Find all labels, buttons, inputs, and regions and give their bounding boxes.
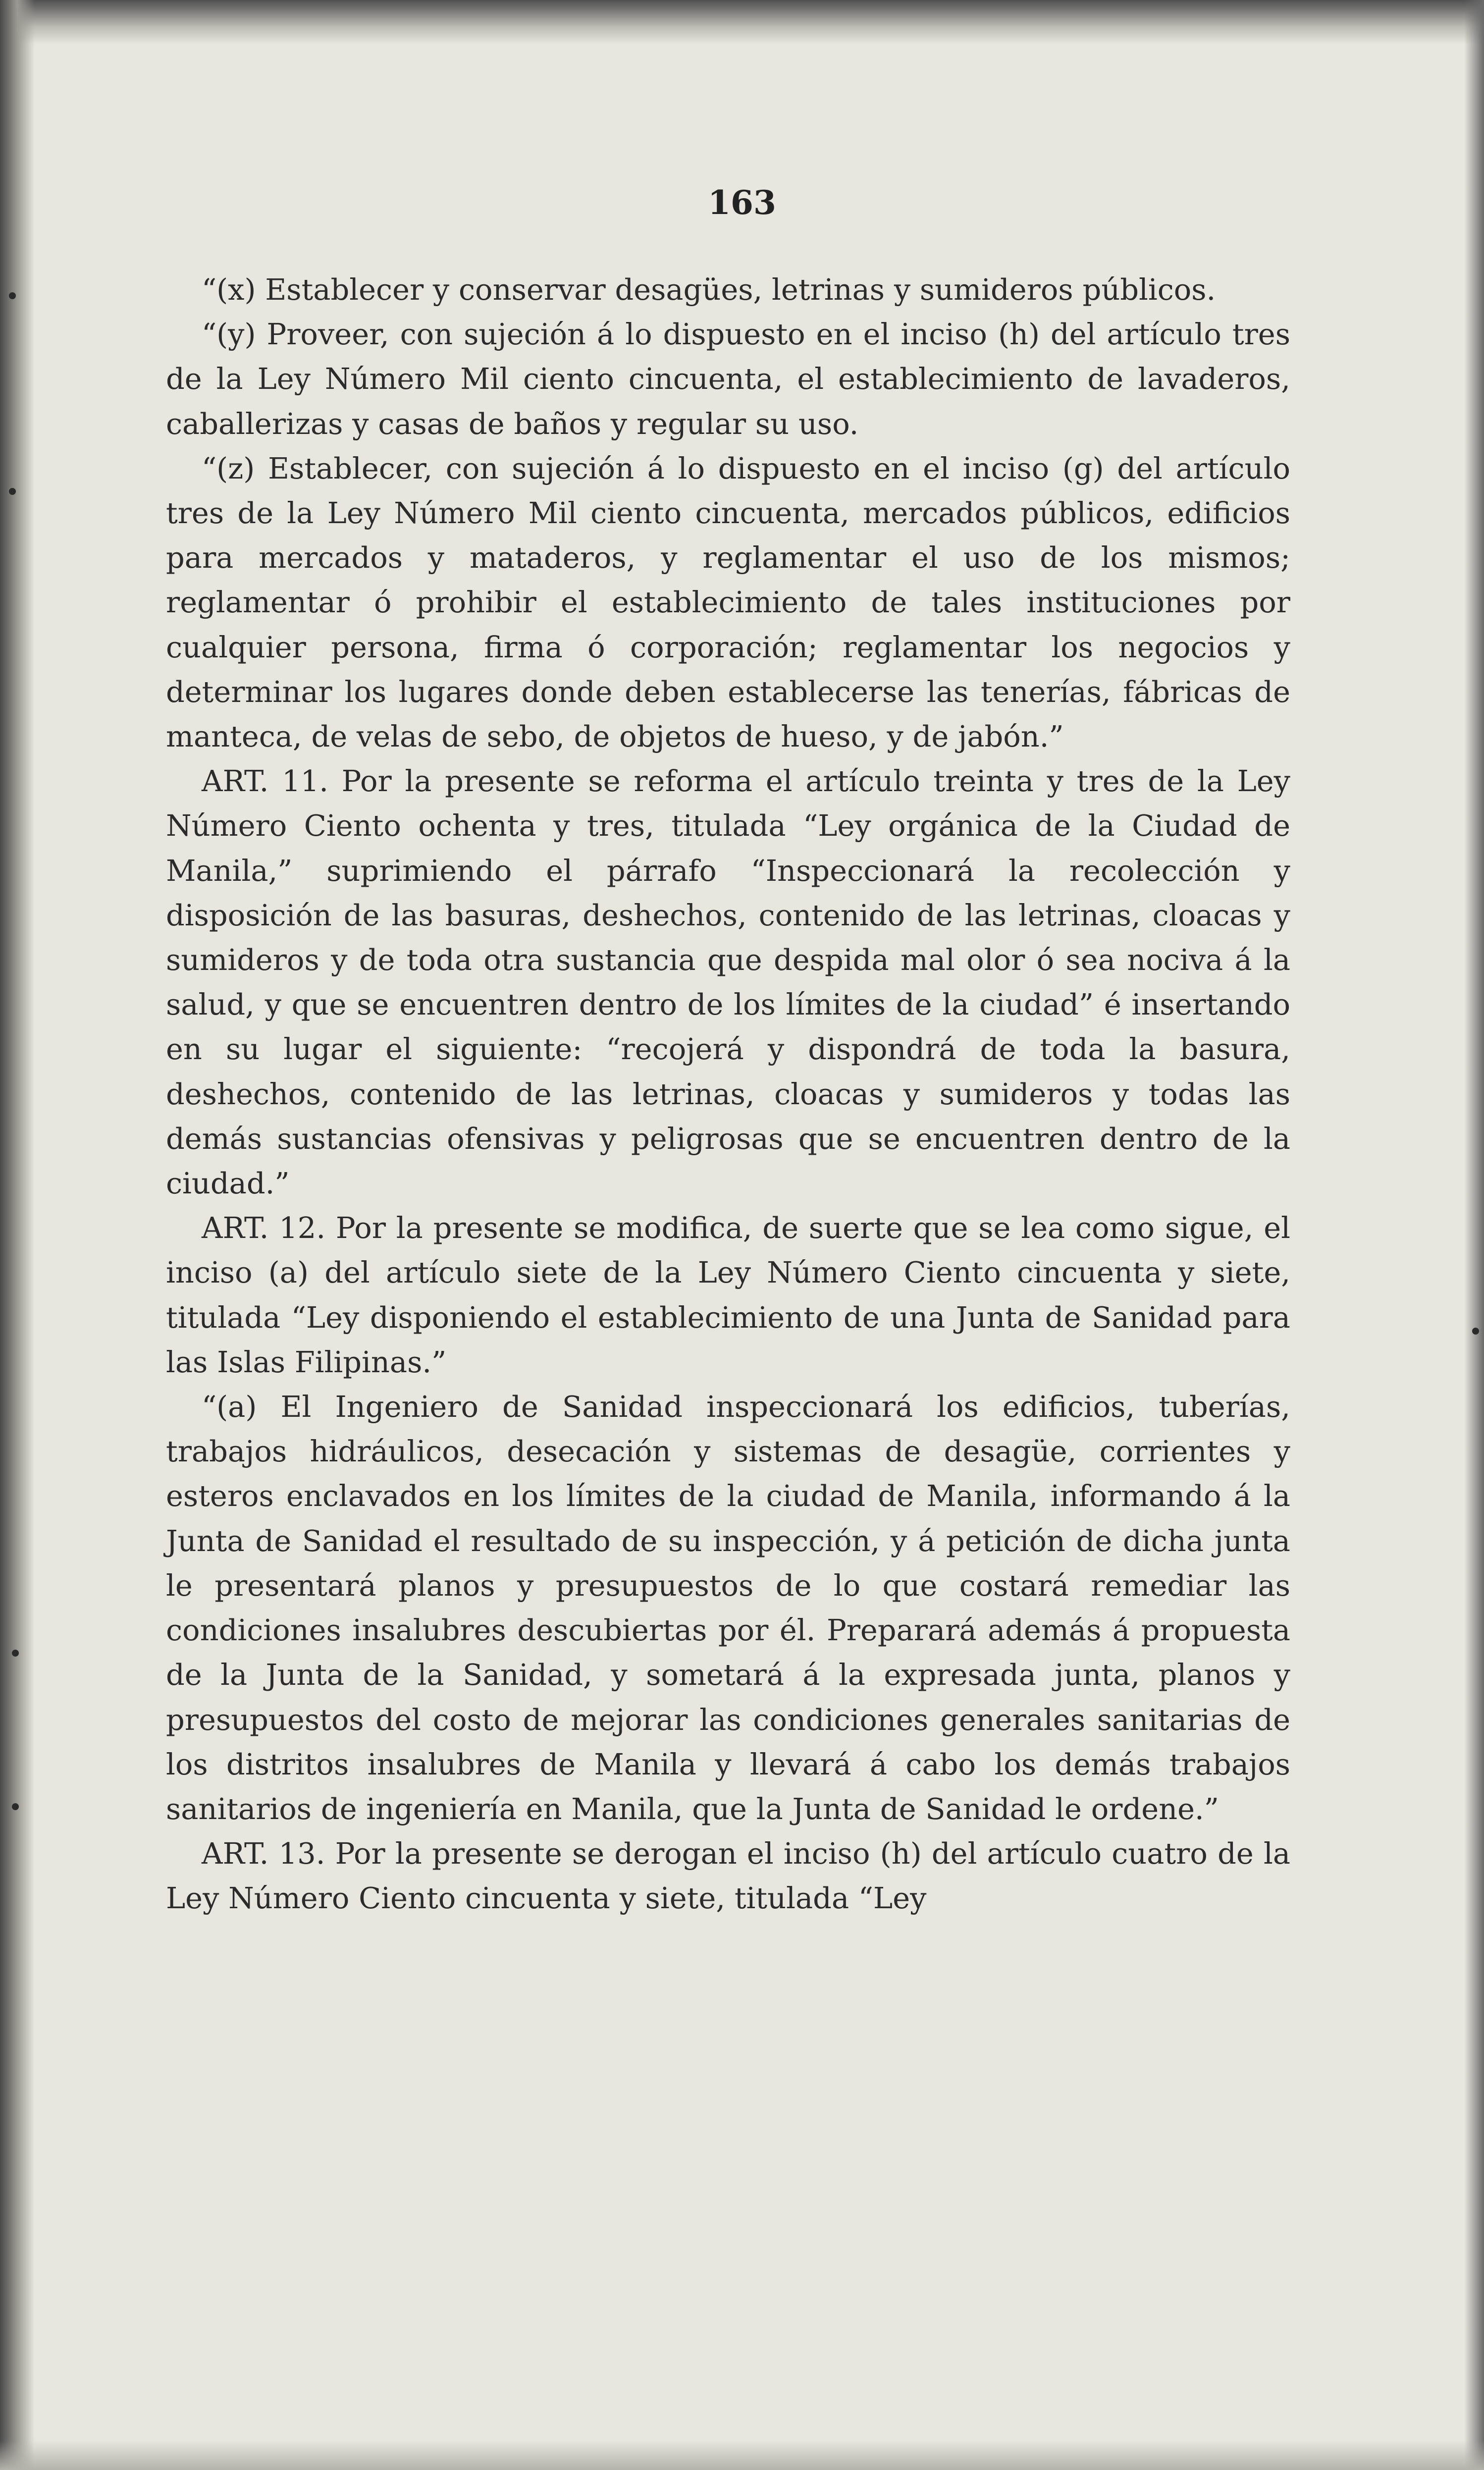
scan-edge-top (0, 0, 1484, 45)
binding-mark (12, 1650, 19, 1657)
page-number: 163 (708, 183, 776, 222)
paragraph: “(a) El Ingeniero de Sanidad inspeccionará los edificios, tuberías, trabajos hidráulicos, desecación y sistemas de desagüe, corrientes y esteros enclavados en los límites de la ciudad de Manila, informando á la Junta de Sanidad el resultado de su inspección, y á petición de dicha junta le presentará planos y presupuestos de lo que costará remediar las condiciones insalubres descubiertas por él. Preparará además á propuesta de la Junta de la Sanidad, y sometará á la expresada junta, planos y presupuestos del costo de mejorar las condiciones generales sanitarias de los distritos insalubres de Manila y llevará á cabo los demás trabajos sanitarios de ingeniería en Manila, que la Junta de Sanidad le ordene.” (166, 1390, 1290, 1826)
binding-mark (1472, 1328, 1479, 1335)
paragraph: “(x) Establecer y conservar desagües, letrinas y sumideros públicos. (202, 272, 1216, 307)
scan-edge-bottom (0, 2440, 1484, 2470)
scan-edge-left (0, 0, 35, 2470)
paragraph: “(z) Establecer, con sujeción á lo dispuesto en el inciso (g) del artículo tres de la Ley Número Mil ciento cincuenta, mercados públicos, edificios para mercados y mataderos, y reglamentar el uso de los mismos; reglamentar ó prohibir el establecimiento de tales instituciones por cualquier persona, firma ó corporación; reglamentar los negocios y determinar los lugares donde deben establecerse las tenerías, fábricas de manteca, de velas de sebo, de objetos de hueso, y de jabón.” (166, 451, 1290, 754)
paragraph: ART. 11. Por la presente se reforma el artículo treinta y tres de la Ley Número Ciento ochenta y tres, titulada “Ley orgánica de la Ciudad de Manila,” suprimiendo el párrafo “Inspeccionará la recolección y disposición de las basuras, deshechos, contenido de las letrinas, cloacas y sumideros y de toda otra sustancia que despida mal olor ó sea nociva á la salud, y que se encuentren dentro de los límites de la ciudad” é insertando en su lugar el siguiente: “recojerá y dispondrá de toda la basura, deshechos, contenido de las letrinas, cloacas y sumideros y todas las demás sustancias ofensivas y peligrosas que se encuentren dentro de la ciudad.” (166, 764, 1290, 1201)
paragraph: ART. 13. Por la presente se derogan el inciso (h) del artículo cuatro de la Ley Número Ciento cincuenta y siete, titulada “Ley (166, 1836, 1290, 1916)
paragraph: “(y) Proveer, con sujeción á lo dispuesto en el inciso (h) del artículo tres de la Ley Número Mil ciento cincuenta, el establecimiento de lavaderos, caballerizas y casas de baños y regular su uso. (166, 317, 1290, 441)
binding-mark (12, 1803, 19, 1810)
scan-edge-right (1464, 0, 1484, 2470)
paragraph: ART. 12. Por la presente se modifica, de suerte que se lea como sigue, el inciso (a) del artículo siete de la Ley Número Ciento cincuenta y siete, titulada “Ley disponiendo el establecimiento de una Junta de Sanidad para las Islas Filipinas.” (166, 1211, 1290, 1379)
binding-mark (9, 488, 16, 495)
binding-mark (9, 292, 16, 299)
body-text (166, 268, 1290, 1921)
